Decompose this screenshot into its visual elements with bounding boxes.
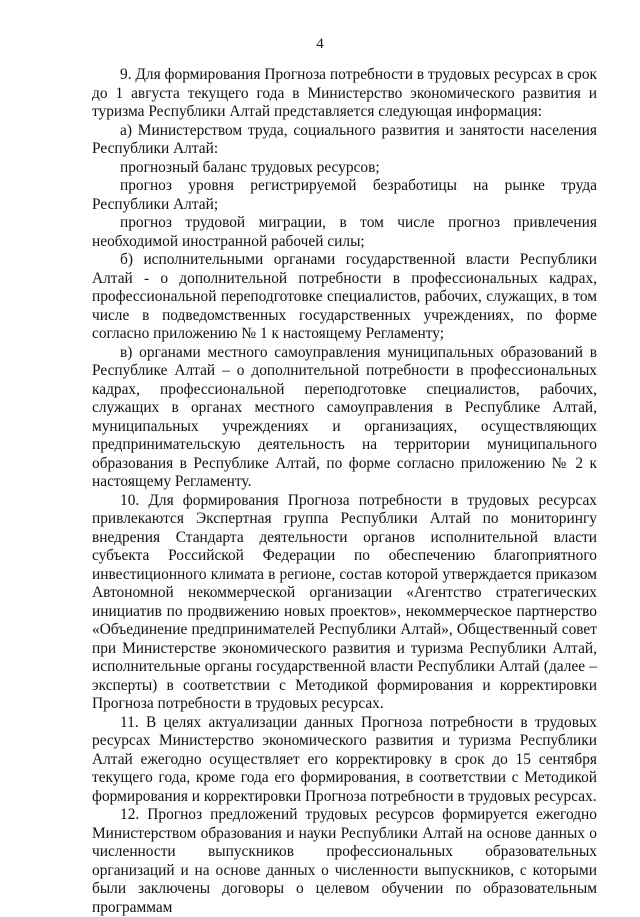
paragraph-9a-item-2: прогноз уровня регистрируемой безработицы на рынке труда Республики Алтай; — [92, 177, 597, 213]
paragraph-9b: б) исполнительными органами государственной власти Республики Алтай - о дополнительной потребности в профессиональных кадрах, профессиональной переподготовке специалистов, рабочих, служащих, в том числе в подведомственных государственных учреждениях, по форме согласно приложению № 1 к настоящему Регламенту; — [92, 251, 597, 342]
page-number: 4 — [316, 36, 324, 52]
paragraph-9c: в) органами местного самоуправления муниципальных образований в Республике Алтай – о дополнительной потребности в профессиональных кадрах, профессиональной переподготовке специалистов, рабочих, служащих в органах местного самоуправления в Республике Алтай, муниципальных учреждениях и организациях, осуществляющих предпринимательскую деятельность на территории муниципального образования в Республике Алтай, по форме согласно приложению № 2 к настоящему Регламенту. — [92, 343, 597, 490]
paragraph-9a: а) Министерством труда, социального развития и занятости населения Республики Алтай: — [92, 121, 597, 157]
paragraph-9a-item-1: прогнозный баланс трудовых ресурсов; — [120, 158, 380, 176]
paragraph-9: 9. Для формирования Прогноза потребности в трудовых ресурсах в срок до 1 августа текущего года в Министерство экономического развития и туризма Республики Алтай представляется следующая информация: — [92, 66, 597, 120]
paragraph-11: 11. В целях актуализации данных Прогноза потребности в трудовых ресурсах Министерство экономического развития и туризма Республики Алтай ежегодно осуществляет его корректировку в срок до 15 сентября текущего года, кроме года его формирования, в соответствии с Методикой формирования и корректировки Прогноза потребности в трудовых ресурсах. — [92, 713, 597, 805]
paragraph-12: 12. Прогноз предложений трудовых ресурсов формируется ежегодно Министерством образования и науки Республики Алтай на основе данных о численности выпускников профессиональных образовательных организаций и на основе данных о численности выпускников, с которыми были заключены договоры о целевом обучении по образовательным программам — [92, 806, 597, 916]
paragraph-10: 10. Для формирования Прогноза потребности в трудовых ресурсах привлекаются Экспертная группа Республики Алтай по мониторингу внедрения Стандарта деятельности органов исполнительной власти субъекта Российской Федерации по обеспечению благоприятного инвестиционного климата в регионе, состав которой утверждается приказом Автономной некоммерческой организации «Агентство стратегических инициатив по продвижению новых проектов», некоммерческое партнерство «Объединение предпринимателей Республики Алтай», Общественный совет при Министерстве экономического развития и туризма Республики Алтай, исполнительные органы государственной власти Республики Алтай (далее – эксперты) в соответствии с Методикой формирования и корректировки Прогноза потребности в трудовых ресурсах. — [92, 491, 597, 712]
paragraph-9a-item-3: прогноз трудовой миграции, в том числе прогноз привлечения необходимой иностранной рабочей силы; — [92, 214, 597, 250]
document-body — [92, 66, 597, 917]
